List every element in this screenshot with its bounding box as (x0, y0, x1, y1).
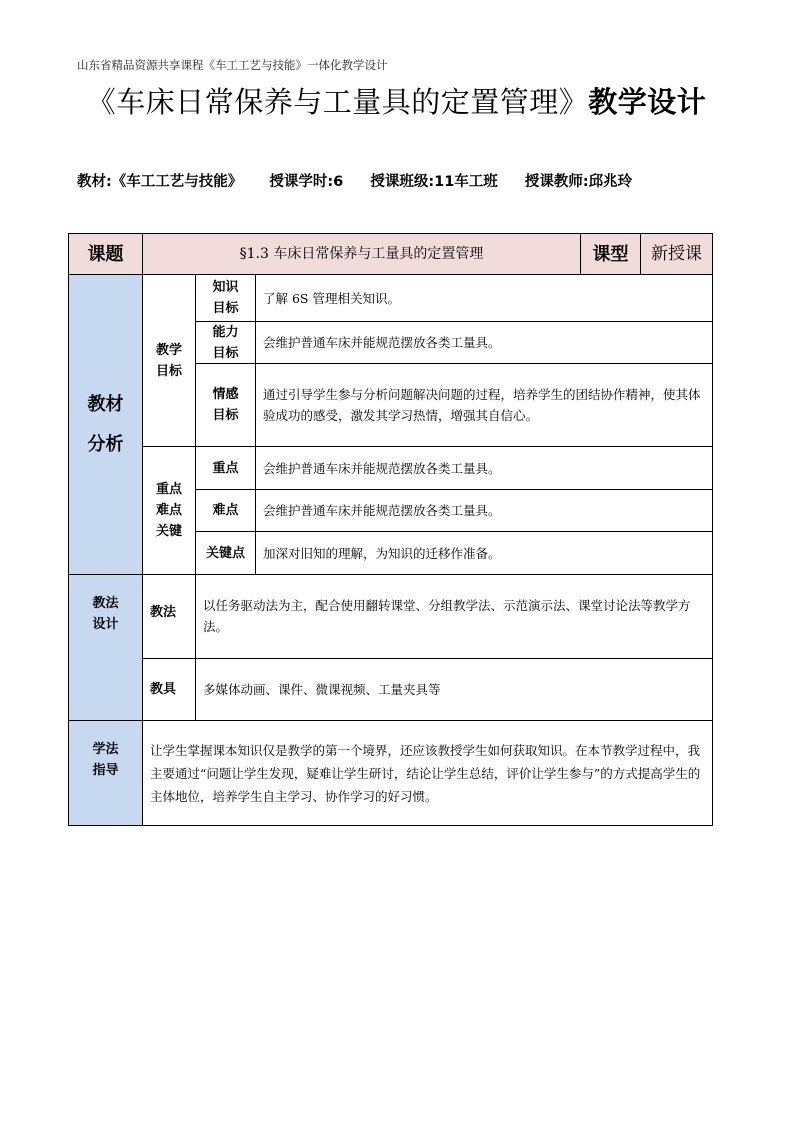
method-value: 以任务驱动法为主，配合使用翻转课堂、分组教学法、示范演示法、课堂讨论法等教学方法。 (195, 574, 713, 659)
meta-hours: 授课学时:6 (269, 174, 344, 190)
topic-label: 课题 (68, 233, 143, 275)
difficulty-value: 会维护普通车床并能规范摆放各类工量具。 (255, 489, 713, 532)
difficulty-label: 难点 (195, 489, 256, 532)
focus-label: 重点 (195, 446, 256, 490)
ability-label: 能力目标 (195, 321, 256, 364)
course-meta (77, 170, 654, 191)
emotion-label: 情感目标 (195, 363, 256, 447)
meta-textbook: 教材:《车工工艺与技能》 (77, 174, 243, 190)
key-value: 加深对旧知的理解，为知识的迁移作准备。 (255, 531, 713, 575)
header-line: 山东省精品资源共享课程《车工工艺与技能》一体化教学设计 (77, 58, 388, 72)
title-main: 《车床日常保养与工量具的定置管理》 (86, 85, 589, 119)
meta-class: 授课班级:11车工班 (370, 174, 498, 190)
focus-value: 会维护普通车床并能规范摆放各类工量具。 (255, 446, 713, 490)
study-value: 让学生掌握课本知识仅是教学的第一个境界，还应该教授学生如何获取知识。在本节教学过程中，我主要通过“问题让学生发现，疑难让学生研讨，结论让学生总结，评价让学生参与”的方式提高学生的主体地位，培养学生自主学习、协作学习的好习惯。 (142, 720, 713, 826)
page-title (0, 80, 793, 121)
key-label: 关键点 (195, 531, 256, 575)
tools-value: 多媒体动画、课件、微课视频、工量夹具等 (195, 658, 713, 721)
analysis-label: 教材分析 (68, 274, 143, 575)
type-label: 课型 (580, 233, 641, 275)
knowledge-value: 了解 6S 管理相关知识。 (255, 274, 713, 322)
study-label: 学法指导 (68, 720, 143, 826)
topic-value: §1.3 车床日常保养与工量具的定置管理 (142, 233, 581, 275)
method-label: 教法 (142, 574, 196, 659)
tools-label: 教具 (142, 658, 196, 721)
meta-teacher: 授课教师:邱兆玲 (524, 174, 633, 190)
keys-label: 重点难点关键 (142, 446, 196, 575)
title-suffix: 教学设计 (588, 85, 707, 119)
knowledge-label: 知识目标 (195, 274, 256, 322)
goals-label: 教学目标 (142, 274, 196, 447)
method-design-label: 教法设计 (68, 574, 143, 721)
type-value: 新授课 (640, 233, 713, 275)
ability-value: 会维护普通车床并能规范摆放各类工量具。 (255, 321, 713, 364)
emotion-value: 通过引导学生参与分析问题解决问题的过程，培养学生的团结协作精神，使其体验成功的感受，激发其学习热情，增强其自信心。 (255, 363, 713, 447)
